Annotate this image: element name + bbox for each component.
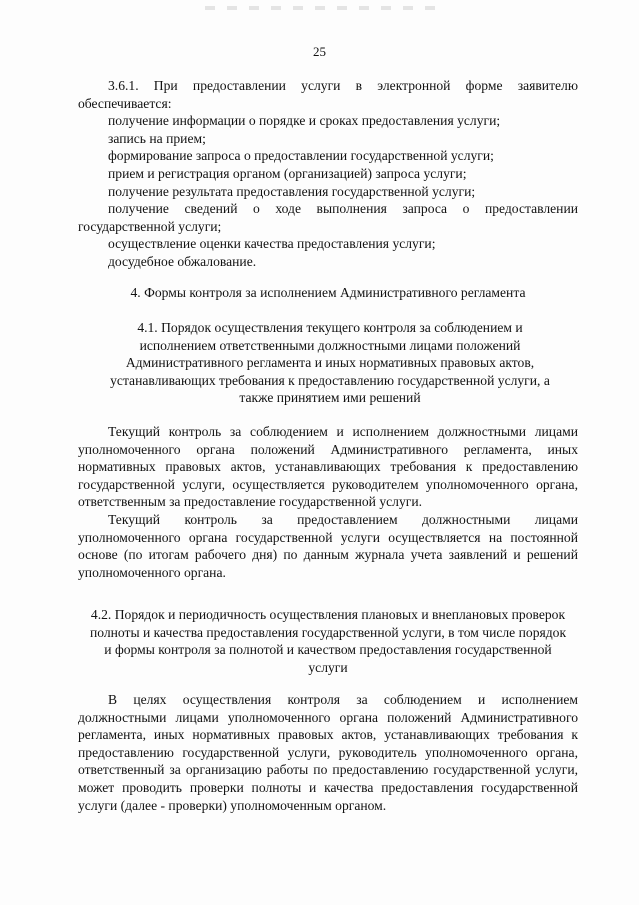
section-4-1-title: 4.1. Порядок осуществления текущего контроля за соблюдением и исполнением ответственными должностными лицами положений Административного регламента и иных нормативных правовых актов, устанавливающих требования к предоставлению государственной услуги, а также принятием ими решений [110,320,550,406]
list-item: получение информации о порядке и сроках предоставления услуги; [108,113,501,129]
paragraph: В целях осуществления контроля за соблюдением и исполнением должностными лицами уполномоченного органа положений Административного регламента, иных нормативных правовых актов, устанавливающих требования к предоставлению государственной услуги, руководитель уполномоченного органа, ответственный за организацию работы по предоставлению государственной услуги, может проводить проверки полноты и качества предоставления государственной услуги (далее - проверки) уполномоченным органом. [78,692,578,813]
list-item: получение результата предоставления государственной услуги; [108,183,476,199]
page-number: 25 [313,44,326,59]
section-4-title: 4. Формы контроля за исполнением Административного регламента [130,285,526,300]
list-item: досудебное обжалование. [108,253,257,269]
section-intro: 3.6.1. При предоставлении услуги в электронной форме заявителю обеспечивается: [78,78,578,111]
list-item: прием и регистрация органом (организацией) запроса услуги; [108,165,467,181]
list-item: осуществление оценки качества предоставления услуги; [108,236,436,252]
section-4-2-body [78,691,578,814]
list-item: запись на прием; [108,130,206,146]
section-4-1-body [78,423,578,581]
section-3-6-1 [78,77,578,271]
list-item: получение сведений о ходе выполнения запроса о предоставлении государственной услуги; [78,201,578,234]
paragraph: Текущий контроль за соблюдением и исполнением должностными лицами уполномоченного органа положений Административного регламента, иных нормативных правовых актов, устанавливающих требования к предоставлению государственной услуги, осуществляется руководителем уполномоченного органа, ответственным за предоставление государственной услуги. [78,424,578,510]
paragraph: Текущий контроль за предоставлением должностными лицами уполномоченного органа государственной услуги осуществляется на постоянной основе (по итогам рабочего дня) по данным журнала учета заявлений и решений уполномоченного органа. [78,511,578,580]
section-4-2-title: 4.2. Порядок и периодичность осуществления плановых и внеплановых проверок полноты и качества предоставления государственной услуги, в том числе порядок и формы контроля за полнотой и качеством предоставления государственной услуги [89,607,567,675]
scan-artifact [205,6,435,10]
list-item: формирование запроса о предоставлении государственной услуги; [108,148,494,164]
